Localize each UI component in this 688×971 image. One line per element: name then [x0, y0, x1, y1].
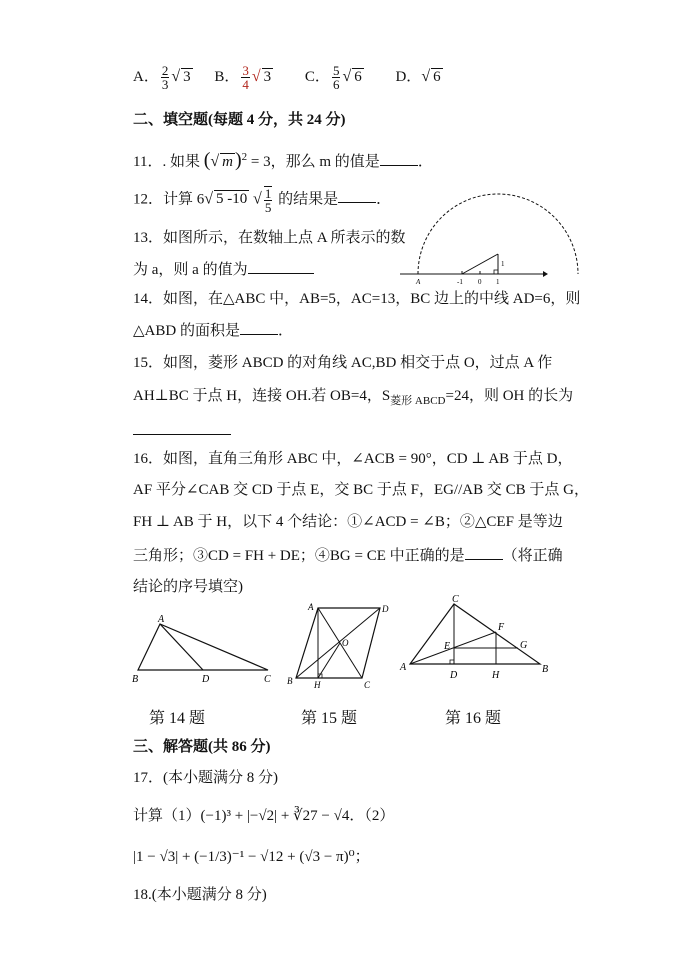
question-11: 11．. 如果 (√ m )$^2$ = 3，那么 m 的值是 ． [133, 149, 433, 171]
fig15-label-d: D [382, 604, 389, 614]
fig15-label-o: O [342, 638, 349, 648]
question-16-line1: 16．如图，直角三角形 ABC 中，∠ACB = 90°，CD ⊥ AB 于点 D， [133, 451, 573, 467]
fig16-label-b: B [542, 664, 549, 675]
answer-blank-12[interactable] [338, 188, 376, 203]
figure-15 [284, 602, 394, 692]
option-c: C． $\frac{5}{6}$ √ 6 [304, 63, 362, 92]
answer-blank-13[interactable] [248, 259, 314, 274]
fig15-label-h: H [314, 680, 321, 690]
question-13-line2: 为 a，则 a 的值为 [133, 259, 314, 280]
fig16-label-f: F [498, 622, 505, 633]
question-16-line2: AF 平分∠CAB 交 CD 于点 E，交 BC 于点 F，EG//AB 交 CB 于点 G， [133, 482, 589, 498]
option-d: D．√ 6 [395, 67, 441, 85]
fig15-label-c: C [364, 680, 371, 690]
question-15-line3 [133, 420, 231, 441]
section2-title: 二、填空题(每题 4 分，共 24 分) [133, 112, 346, 128]
option-a: A． $\frac{2}{3}$ √ 3 [133, 63, 191, 92]
option-b: B． $\frac{3}{4}$ √ 3 [214, 63, 272, 92]
number-line-figure [398, 218, 548, 288]
fig16-label-e: E [444, 641, 451, 652]
fig16-label-a: A [400, 662, 407, 673]
section3-title: 三、解答题(共 86 分) [133, 739, 271, 755]
options-row [133, 64, 461, 91]
question-17-calc1: 计算（1）(−1)³ + |−√2| + ∛27 − √4．（2） [133, 808, 395, 824]
fig15-label-b: B [287, 676, 293, 686]
figure-16 [398, 592, 554, 684]
nl-label-a: A [416, 278, 421, 286]
question-15-line1: 15．如图，菱形 ABCD 的对角线 AC,BD 相交于点 O，过点 A 作 [133, 355, 553, 371]
caption-15: 第 15 题 [301, 710, 358, 727]
question-14-line1: 14．如图，在△ABC 中，AB=5，AC=13，BC 边上的中线 AD=6，则 [133, 291, 581, 307]
answer-blank-15[interactable] [133, 420, 231, 435]
question-16-line5: 结论的序号填空) [133, 579, 243, 595]
fig14-label-d: D [202, 674, 210, 685]
question-16-line3: FH ⊥ AB 于 H，以下 4 个结论：①∠ACD = ∠B；②△CEF 是等边 [133, 514, 563, 530]
question-17-calc2: |1 − √3| + (−1/3)⁻¹ − √12 + (√3 − π)⁰； [133, 849, 370, 865]
question-15-line2: AH⊥BC 于点 H，连接 OH.若 OB=4，$S_{菱形 ABCD}=24$，则 OH 的长为 [133, 388, 574, 407]
figure-14 [130, 612, 278, 688]
nl-label-1: 1 [496, 278, 500, 286]
question-12: 12．计算 6√ 5 -10 √ $\frac{1}{5}$ 的结果是 ． [133, 186, 392, 215]
fig14-label-b: B [132, 674, 139, 685]
question-18-head: 18.(本小题满分 8 分) [133, 887, 267, 903]
question-14-line2: △ABD 的面积是 ． [133, 320, 293, 341]
caption-16: 第 16 题 [445, 710, 502, 727]
fig15-label-a: A [308, 602, 314, 612]
question-16-line4: 三角形；③CD = FH + DE；④BG = CE 中正确的是 （将正确 [133, 545, 563, 566]
fig16-label-d: D [450, 670, 458, 681]
question-17-head: 17．(本小题满分 8 分) [133, 770, 278, 786]
answer-blank-14[interactable] [240, 320, 278, 335]
fig16-label-c: C [452, 594, 459, 605]
fig16-label-h: H [492, 670, 500, 681]
nl-label-0: 0 [478, 278, 482, 286]
nl-label-m1: -1 [457, 278, 463, 286]
nl-label-height: 1 [501, 260, 505, 268]
fig14-label-a: A [158, 614, 165, 625]
answer-blank-11[interactable] [380, 151, 418, 166]
caption-14: 第 14 题 [149, 710, 206, 727]
question-13-line1: 13．如图所示，在数轴上点 A 所表示的数 [133, 230, 406, 246]
answer-blank-16[interactable] [465, 545, 503, 560]
fig16-label-g: G [520, 640, 528, 651]
fig14-label-c: C [264, 674, 271, 685]
